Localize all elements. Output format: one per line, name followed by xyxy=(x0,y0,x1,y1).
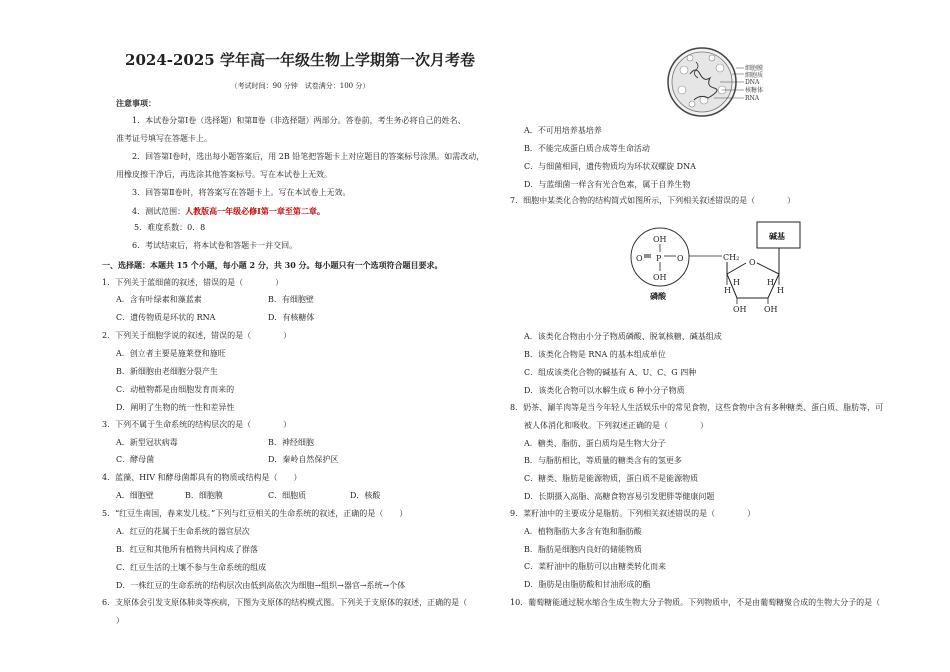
q6-option-c[interactable]: C．与细菌相同，遗传物质均为环状双螺旋 DNA xyxy=(524,162,696,171)
q1-option-d[interactable]: D．有核糖体 xyxy=(268,313,315,322)
nucleotide-diagram xyxy=(620,215,820,320)
q4-option-d[interactable]: D．核酸 xyxy=(350,491,381,500)
question-8: 8．奶茶、涮羊肉等是当今年轻人生活娱乐中的常见食物，这些食物中含有多种糖类、蛋白质、脂肪等，可 xyxy=(510,403,884,412)
note-2-cont: 用橡皮擦干净后，再选涂其他答案标号。写在本试卷上无效。 xyxy=(116,170,332,179)
mycoplasma-diagram xyxy=(660,44,790,124)
q2-option-c[interactable]: C．动植物都是由细胞发育而来的 xyxy=(116,385,235,394)
diagram-label: H xyxy=(733,278,740,287)
question-6-cont: ） xyxy=(116,616,124,625)
q2-option-d[interactable]: D．阐明了生物的统一性和差异性 xyxy=(116,403,235,412)
note-1-cont: 准考证号填写在答题卡上。 xyxy=(116,134,212,143)
q2-option-b[interactable]: B．新细胞由老细胞分裂产生 xyxy=(116,367,218,376)
question-7: 7．细胞中某类化合物的结构简式如图所示，下列相关叙述错误的是（ ） xyxy=(510,196,796,205)
q8-option-c[interactable]: C．糖类、脂肪是能源物质，蛋白质不是能源物质 xyxy=(524,474,699,483)
label-cell-membrane: 细胞膜 xyxy=(745,65,764,72)
q7-option-a[interactable]: A．该类化合物由小分子物质磷酸、脱氧核糖、碱基组成 xyxy=(524,332,722,341)
q1-option-c[interactable]: C．遗传物质是环状的 RNA xyxy=(116,313,216,322)
q9-option-c[interactable]: C．菜籽油中的脂肪可以由糖类转化而来 xyxy=(524,562,667,571)
question-6: 6．支原体会引发支原体肺炎等疾病，下图为支原体的结构模式图。下列关于支原体的叙述，正确的是（ xyxy=(102,598,468,607)
note-4-scope: 人教版高一年级必修Ⅰ第一章至第二章。 xyxy=(185,206,325,216)
q6-option-a[interactable]: A．不可用培养基培养 xyxy=(524,126,602,135)
q9-option-b[interactable]: B．脂肪是细胞内良好的储能物质 xyxy=(524,545,642,554)
q5-option-b[interactable]: B．红豆和其他所有植物共同构成了群落 xyxy=(116,545,258,554)
exam-info: （考试时间：90 分钟 试卷满分：100 分） xyxy=(230,82,370,90)
diagram-label: OH xyxy=(653,273,667,282)
q3-option-d[interactable]: D．秦岭自然保护区 xyxy=(268,455,339,464)
diagram-label: OH xyxy=(653,235,667,244)
q5-option-a[interactable]: A．红豆的花属于生命系统的器官层次 xyxy=(116,527,250,536)
section-heading: 一、选择题：本题共 15 个小题，每小题 2 分，共 30 分。每小题只有一个选项符合题目要求。 xyxy=(102,260,443,270)
diagram-label: H xyxy=(767,278,774,287)
diagram-label: OH xyxy=(764,305,778,314)
diagram-label: H xyxy=(777,286,784,295)
q8-option-d[interactable]: D．长期摄入高脂、高糖食物容易引发肥胖等健康问题 xyxy=(524,492,715,501)
question-2: 2．下列关于细胞学说的叙述，错误的是（ ） xyxy=(102,331,292,340)
note-3: 3．回答第Ⅱ卷时，将答案写在答题卡上。写在本试卷上无效。 xyxy=(132,188,351,197)
label-dna: DNA xyxy=(745,79,760,86)
q9-option-a[interactable]: A．植物脂肪大多含有饱和脂肪酸 xyxy=(524,527,642,536)
q4-option-a[interactable]: A．细胞壁 xyxy=(116,491,154,500)
question-3: 3．下列不属于生命系统的结构层次的是（ ） xyxy=(102,420,292,429)
q4-option-b[interactable]: B．细胞膜 xyxy=(185,491,223,500)
q6-option-b[interactable]: B．不能完成蛋白质合成等生命活动 xyxy=(524,144,650,153)
phosphate-label: 磷酸 xyxy=(650,291,666,301)
q1-option-b[interactable]: B．有细胞壁 xyxy=(268,295,314,304)
question-4: 4．蓝藻、HIV 和酵母菌都具有的物质或结构是（ ） xyxy=(102,473,302,482)
q6-option-d[interactable]: D．与蓝细菌一样含有光合色素，属于自养生物 xyxy=(524,180,691,189)
diagram-label: P xyxy=(656,254,662,263)
note-4 xyxy=(132,206,325,217)
question-1: 1．下列关于蓝细菌的叙述，错误的是（ ） xyxy=(102,278,284,287)
q7-option-b[interactable]: B．该类化合物是 RNA 的基本组成单位 xyxy=(524,350,666,359)
q1-option-a[interactable]: A．含有叶绿素和藻蓝素 xyxy=(116,295,202,304)
q5-option-c[interactable]: C．红豆生活的土壤不参与生命系统的组成 xyxy=(116,563,267,572)
diagram-label: O xyxy=(636,254,643,263)
note-4-label: 4．测试范围： xyxy=(132,207,186,216)
label-cytoplasm: 细胞质 xyxy=(745,72,764,79)
diagram-label: H xyxy=(724,286,731,295)
question-9: 9．菜籽油中的主要成分是脂肪。下列相关叙述错误的是（ ） xyxy=(510,509,756,518)
diagram-label: CH₂ xyxy=(723,253,740,262)
diagram-label: O xyxy=(749,258,756,267)
q3-option-a[interactable]: A．新型冠状病毒 xyxy=(116,438,178,447)
q9-option-d[interactable]: D．脂肪是由脂肪酸和甘油形成的酯 xyxy=(524,580,651,589)
diagram-label: O xyxy=(677,254,684,263)
note-2: 2．回答第Ⅰ卷时，选出每小题答案后，用 2B 铅笔把答题卡上对应题目的答案标号涂黑。如需改动， xyxy=(132,152,485,161)
question-10: 10．葡萄糖能通过脱水缩合生成生物大分子物质。下列物质中，不是由葡萄糖聚合成的生物大分子的是（ xyxy=(510,598,881,607)
q3-option-c[interactable]: C．酵母菌 xyxy=(116,455,155,464)
question-8-cont: 被人体消化和吸收。下列叙述正确的是（ ） xyxy=(524,421,708,430)
label-ribosome: 核糖体 xyxy=(745,87,764,94)
q5-option-d[interactable]: D．一株红豆的生命系统的结构层次由低到高依次为细胞→组织→器官→系统→个体 xyxy=(116,581,406,590)
note-6: 6．考试结束后，将本试卷和答题卡一并交回。 xyxy=(132,241,298,250)
note-1: 1．本试卷分第Ⅰ卷（选择题）和第Ⅱ卷（非选择题）两部分。答卷前，考生务必将自己的姓名、 xyxy=(132,116,466,125)
q7-option-d[interactable]: D．该类化合物可以水解生成 6 种小分子物质 xyxy=(524,386,685,395)
base-label: 碱基 xyxy=(769,231,785,241)
q4-option-c[interactable]: C．细胞质 xyxy=(268,491,307,500)
note-5: 5．难度系数：0．8 xyxy=(134,223,206,232)
q7-option-c[interactable]: C．组成该类化合物的碱基有 A、U、C、G 四种 xyxy=(524,368,697,377)
q2-option-a[interactable]: A．创立者主要是施莱登和施旺 xyxy=(116,349,226,358)
label-rna: RNA xyxy=(745,95,760,102)
notes-heading: 注意事项： xyxy=(116,98,156,108)
diagram-label: OH xyxy=(733,305,747,314)
page-title: 2024-2025 学年高一年级生物上学期第一次月考卷 xyxy=(125,51,475,69)
q8-option-b[interactable]: B．与脂肪相比，等质量的糖类含有的氢更多 xyxy=(524,456,682,465)
question-5: 5．“红豆生南国，春来发几枝。”下列与红豆相关的生命系统的叙述，正确的是（ ） xyxy=(102,509,408,518)
q8-option-a[interactable]: A．糖类、脂肪、蛋白质均是生物大分子 xyxy=(524,439,666,448)
q3-option-b[interactable]: B．神经细胞 xyxy=(268,438,314,447)
